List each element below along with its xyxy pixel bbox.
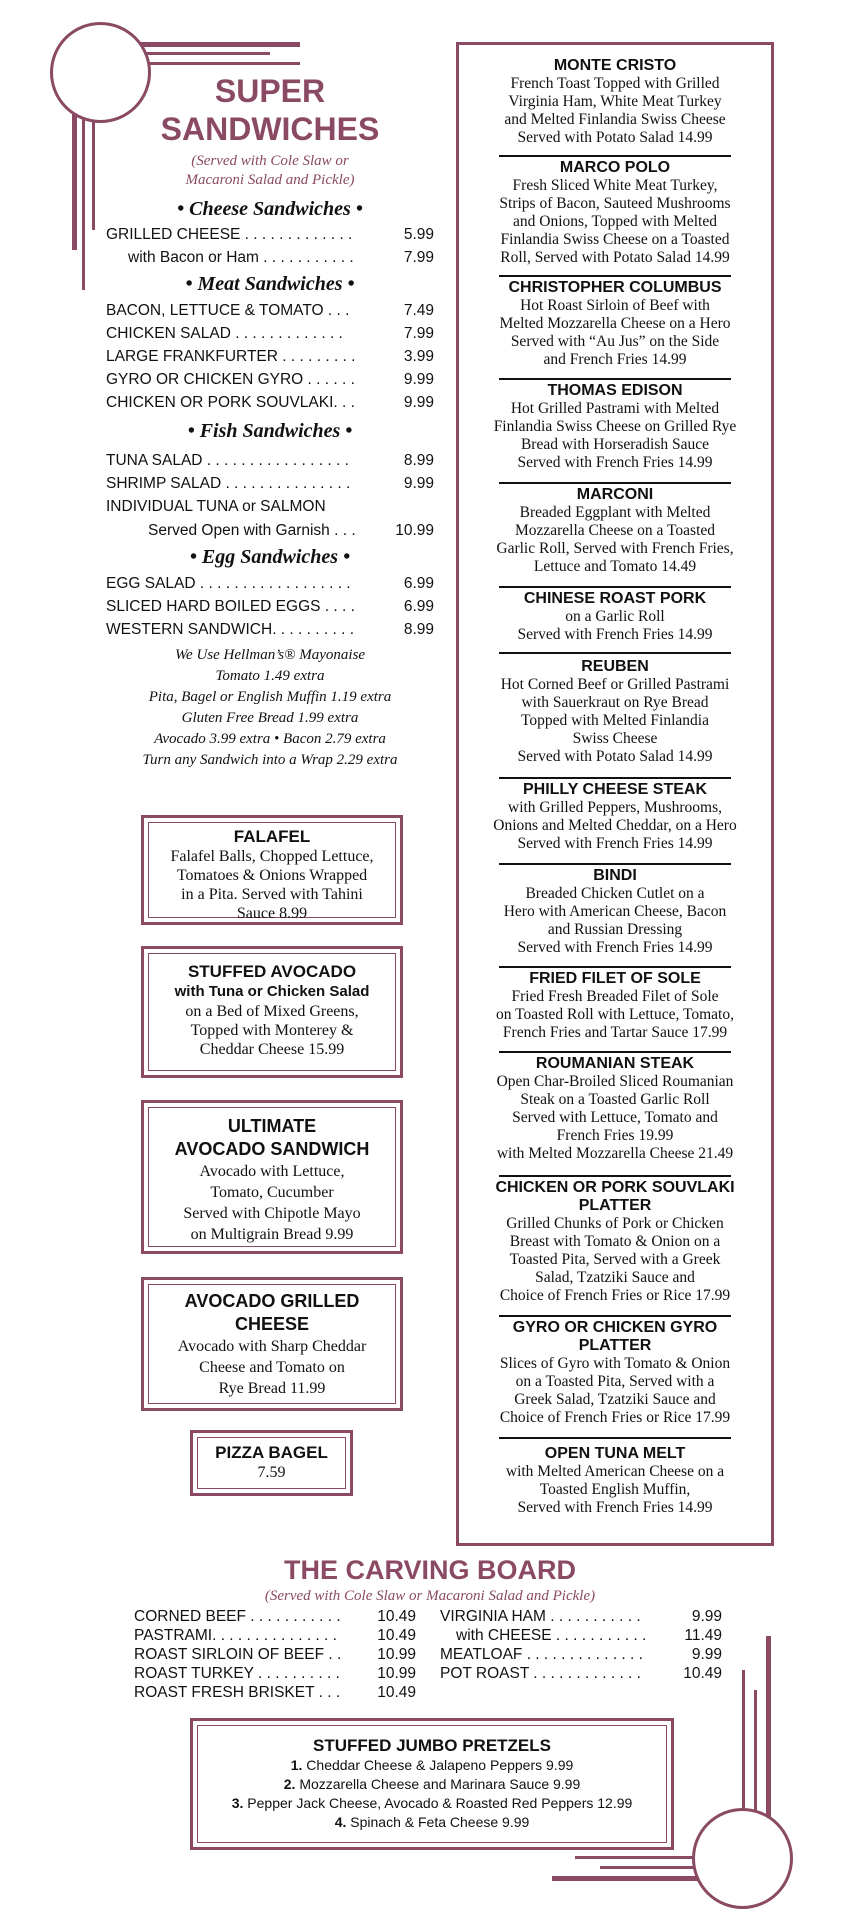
carving-item — [134, 1608, 416, 1626]
ultimate-content — [144, 1115, 400, 1245]
item-name: INDIVIDUAL TUNA or SALMON — [106, 498, 326, 515]
decorative-line — [140, 62, 300, 65]
box-subtitle: with Tuna or Chicken Salad — [174, 983, 370, 1000]
special-line: Onions and Melted Cheddar, on a Hero — [493, 817, 737, 834]
special-line: Finlandia Swiss Cheese on a Toasted — [500, 231, 730, 248]
special-line: Grilled Chunks of Pork or Chicken — [506, 1215, 724, 1232]
special-line: Hot Corned Beef or Grilled Pastrami — [500, 676, 730, 693]
item-price: 10.99 — [377, 1665, 416, 1682]
box-title: AVOCADO GRILLED — [184, 1291, 360, 1311]
special-line: Salad, Tzatziki Sauce and — [535, 1269, 695, 1286]
item-price: 10.49 — [377, 1608, 416, 1625]
title-line-2: SANDWICHES — [160, 111, 380, 147]
item-price: 7.49 — [403, 302, 434, 319]
separator — [499, 1437, 731, 1439]
special-line: French Fries 19.99 — [556, 1127, 674, 1144]
special-line: Breast with Tomato & Onion on a — [509, 1233, 721, 1250]
box-line: Sauce 8.99 — [236, 905, 308, 922]
item-price: 9.99 — [403, 371, 434, 388]
box-line: Tomatoes & Onions Wrapped — [176, 867, 368, 884]
special-line: Hero with American Cheese, Bacon — [503, 903, 727, 920]
box-line: on a Bed of Mixed Greens, — [185, 1003, 359, 1020]
extra-line: Avocado 3.99 extra • Bacon 2.79 extra — [154, 731, 386, 747]
pretzel-num: 1. — [290, 1757, 303, 1773]
separator — [499, 1051, 731, 1053]
item-name: with CHEESE . . . . . . . . . . . — [456, 1627, 647, 1644]
carving-item — [134, 1627, 416, 1645]
special-line: and Russian Dressing — [547, 921, 683, 938]
separator — [499, 275, 731, 277]
box-title: ULTIMATE — [227, 1116, 317, 1136]
decorative-line — [575, 1856, 710, 1859]
carving-item — [440, 1608, 722, 1626]
avocado-grilled-content — [144, 1290, 400, 1399]
served-line: (Served with Cole Slaw or — [191, 153, 349, 169]
special-title: BINDI — [593, 867, 637, 884]
menu-item — [106, 348, 434, 366]
carving-item — [134, 1665, 416, 1683]
extra-line: We Use Hellman’s® Mayonaise — [174, 647, 366, 663]
special-line: Topped with Melted Finlandia — [521, 712, 709, 729]
item-name: POT ROAST . . . . . . . . . . . . . — [440, 1665, 641, 1682]
menu-item — [106, 498, 434, 516]
special-line: Served with French Fries 14.99 — [517, 835, 713, 852]
separator — [499, 777, 731, 779]
item-price: 8.99 — [403, 621, 434, 638]
box-line: Served with Chipotle Mayo — [183, 1205, 361, 1222]
section-heading-egg: • Egg Sandwiches • — [189, 546, 351, 568]
page-title — [130, 72, 410, 148]
item-price: 7.99 — [403, 325, 434, 342]
decorative-line — [552, 1876, 712, 1881]
special-title: REUBEN — [581, 658, 649, 675]
item-name: ROAST SIRLOIN OF BEEF . . — [134, 1646, 342, 1663]
carving-board-title: THE CARVING BOARD — [283, 1555, 577, 1585]
special-line: with Melted American Cheese on a — [505, 1463, 725, 1480]
item-price: 10.99 — [377, 1646, 416, 1663]
menu-item — [106, 575, 434, 593]
item-name: WESTERN SANDWICH. . . . . . . . . . — [106, 621, 355, 638]
item-price: 6.99 — [403, 575, 434, 592]
box-title: CHEESE — [234, 1314, 310, 1334]
stuffed-avocado-content — [144, 961, 400, 1059]
item-name: SHRIMP SALAD . . . . . . . . . . . . . . . — [106, 475, 351, 492]
extra-line: Tomato 1.49 extra — [215, 668, 325, 684]
item-price: 3.99 — [403, 348, 434, 365]
special-line: Melted Mozzarella Cheese on a Hero — [499, 315, 731, 332]
menu-item — [106, 325, 434, 343]
special-line: on Toasted Roll with Lettuce, Tomato, — [496, 1006, 734, 1023]
special-line: Served with Potato Salad 14.99 — [517, 129, 713, 146]
stuffed-pretzels-box — [190, 1718, 674, 1850]
pretzels-content — [193, 1735, 671, 1832]
section-heading-cheese: • Cheese Sandwiches • — [177, 198, 363, 220]
special-title: THOMAS EDISON — [547, 382, 683, 399]
pretzel-item — [193, 1775, 671, 1794]
extra-line: Gluten Free Bread 1.99 extra — [181, 710, 359, 726]
box-line: Cheese and Tomato on — [199, 1359, 345, 1376]
special-line: Toasted English Muffin, — [539, 1481, 691, 1498]
special-item — [459, 1445, 771, 1517]
special-line: Bread with Horseradish Sauce — [520, 436, 710, 453]
special-item — [459, 1055, 771, 1163]
special-line: Served with French Fries 14.99 — [517, 454, 713, 471]
special-title: ROUMANIAN STEAK — [535, 1055, 695, 1072]
special-line: Choice of French Fries or Rice 17.99 — [499, 1287, 731, 1304]
special-line: Breaded Eggplant with Melted — [519, 504, 711, 521]
box-line: Falafel Balls, Chopped Lettuce, — [170, 848, 374, 865]
special-item — [459, 57, 771, 147]
special-title: OPEN TUNA MELT — [544, 1445, 686, 1462]
separator — [499, 586, 731, 588]
item-name: ROAST FRESH BRISKET . . . — [134, 1684, 341, 1701]
pretzel-num: 3. — [231, 1795, 244, 1811]
special-item — [459, 382, 771, 472]
stuffed-avocado-box — [141, 946, 403, 1078]
separator — [499, 863, 731, 865]
special-title: CHICKEN OR PORK SOUVLAKI — [495, 1179, 735, 1196]
special-title: PLATTER — [578, 1197, 652, 1214]
special-item — [459, 1319, 771, 1427]
special-line: and French Fries 14.99 — [543, 351, 687, 368]
pretzel-text: Mozzarella Cheese and Marinara Sauce 9.99 — [299, 1776, 581, 1792]
special-title: FRIED FILET OF SOLE — [529, 970, 701, 987]
item-price: 10.49 — [377, 1684, 416, 1701]
served-note — [130, 152, 410, 190]
special-item — [459, 970, 771, 1042]
ultimate-avocado-box — [141, 1100, 403, 1254]
special-line: Served with French Fries 14.99 — [517, 626, 713, 643]
item-name: CHICKEN OR PORK SOUVLAKI. . . — [106, 394, 355, 411]
item-price: 9.99 — [403, 475, 434, 492]
item-name: CORNED BEEF . . . . . . . . . . . — [134, 1608, 341, 1625]
special-line: Virginia Ham, White Meat Turkey — [508, 93, 722, 110]
special-title: PLATTER — [578, 1337, 652, 1354]
special-line: Lettuce and Tomato 14.49 — [533, 558, 697, 575]
item-name: GRILLED CHEESE . . . . . . . . . . . . . — [106, 226, 353, 243]
item-price: 10.49 — [377, 1627, 416, 1644]
specials-panel — [456, 42, 774, 1546]
box-title: STUFFED AVOCADO — [187, 962, 357, 981]
special-item — [459, 590, 771, 644]
item-name: EGG SALAD . . . . . . . . . . . . . . . . . . — [106, 575, 351, 592]
menu-item — [106, 621, 434, 639]
item-name: Served Open with Garnish . . . — [148, 522, 356, 539]
special-item — [459, 279, 771, 369]
special-item — [459, 867, 771, 957]
served-line: Macaroni Salad and Pickle) — [185, 172, 355, 188]
box-line: Cheddar Cheese 15.99 — [199, 1041, 345, 1058]
item-price: 8.99 — [403, 452, 434, 469]
item-name: BACON, LETTUCE & TOMATO . . . — [106, 302, 350, 319]
special-line: Served with Potato Salad 14.99 — [517, 748, 713, 765]
decorative-line — [140, 42, 300, 47]
special-title: GYRO OR CHICKEN GYRO — [512, 1319, 718, 1336]
section-heading-meat: • Meat Sandwiches • — [185, 273, 355, 295]
special-line: Swiss Cheese — [572, 730, 658, 747]
special-title: MONTE CRISTO — [553, 57, 677, 74]
extras-notes — [100, 645, 440, 771]
falafel-box — [141, 815, 403, 925]
carving-item — [440, 1646, 722, 1664]
box-line: Topped with Monterey & — [190, 1022, 354, 1039]
menu-item — [128, 249, 434, 267]
special-line: Garlic Roll, Served with French Fries, — [496, 540, 734, 557]
pretzel-num: 4. — [334, 1814, 347, 1830]
extra-line: Turn any Sandwich into a Wrap 2.29 extra — [142, 752, 398, 768]
special-line: Toasted Pita, Served with a Greek — [509, 1251, 721, 1268]
box-line: Rye Bread 11.99 — [218, 1380, 326, 1397]
menu-item — [106, 302, 434, 320]
decorative-line — [140, 52, 270, 55]
pretzel-item — [193, 1813, 671, 1832]
item-price: 7.99 — [403, 249, 434, 266]
special-line: and Onions, Topped with Melted — [513, 213, 717, 230]
decorative-line — [742, 1670, 745, 1830]
menu-item — [106, 452, 434, 470]
special-line: Fried Fresh Breaded Filet of Sole — [511, 988, 719, 1005]
item-price: 10.99 — [395, 522, 434, 539]
box-title: PIZZA BAGEL — [215, 1443, 328, 1462]
special-line: Served with French Fries 14.99 — [517, 939, 713, 956]
special-line: Slices of Gyro with Tomato & Onion — [499, 1355, 731, 1372]
special-line: and Melted Finlandia Swiss Cheese — [504, 111, 726, 128]
special-line: Roll, Served with Potato Salad 14.99 — [500, 249, 730, 266]
special-line: with Melted Mozzarella Cheese 21.49 — [496, 1145, 734, 1162]
special-line: Mozzarella Cheese on a Toasted — [514, 522, 716, 539]
falafel-content — [144, 826, 400, 923]
special-line: on a Garlic Roll — [565, 608, 665, 625]
pretzel-item — [193, 1756, 671, 1775]
title-line-1: SUPER — [214, 73, 326, 109]
item-price: 11.49 — [684, 1627, 722, 1644]
special-line: Served with French Fries 14.99 — [517, 1499, 713, 1516]
box-title: FALAFEL — [233, 827, 311, 846]
special-item — [459, 658, 771, 766]
menu-item — [106, 475, 434, 493]
special-line: Hot Grilled Pastrami with Melted — [510, 400, 720, 417]
special-line: Finlandia Swiss Cheese on Grilled Rye — [493, 418, 737, 435]
special-line: Hot Roast Sirloin of Beef with — [520, 297, 710, 314]
special-line: Served with Lettuce, Tomato and — [512, 1109, 718, 1126]
separator — [499, 1175, 731, 1177]
special-line: Choice of French Fries or Rice 17.99 — [499, 1409, 731, 1426]
decorative-circle — [692, 1808, 793, 1909]
box-line: Tomato, Cucumber — [210, 1184, 334, 1201]
item-name: PASTRAMI. . . . . . . . . . . . . . . — [134, 1627, 337, 1644]
carving-served-note: (Served with Cole Slaw or Macaroni Salad and Pickle) — [264, 1588, 596, 1604]
pretzel-num: 2. — [283, 1776, 296, 1792]
box-price: 7.59 — [257, 1464, 286, 1481]
item-name: VIRGINIA HAM . . . . . . . . . . . — [440, 1608, 641, 1625]
special-item — [459, 1179, 771, 1305]
special-title: MARCO POLO — [559, 159, 671, 176]
item-name: SLICED HARD BOILED EGGS . . . . — [106, 598, 355, 615]
special-line: on a Toasted Pita, Served with a — [515, 1373, 715, 1390]
item-name: MEATLOAF . . . . . . . . . . . . . . — [440, 1646, 643, 1663]
item-price: 9.99 — [691, 1646, 722, 1663]
item-price: 6.99 — [403, 598, 434, 615]
carving-item — [134, 1646, 416, 1664]
extra-line: Pita, Bagel or English Muffin 1.19 extra — [148, 689, 392, 705]
item-price: 10.49 — [683, 1665, 722, 1682]
item-name: GYRO OR CHICKEN GYRO . . . . . . — [106, 371, 355, 388]
special-title: PHILLY CHEESE STEAK — [522, 781, 708, 798]
pizza-bagel-content — [193, 1442, 350, 1482]
box-line: Avocado with Lettuce, — [199, 1163, 345, 1180]
menu-item — [106, 394, 434, 412]
box-title: AVOCADO SANDWICH — [174, 1139, 370, 1159]
item-name: ROAST TURKEY . . . . . . . . . . — [134, 1665, 340, 1682]
special-line: Open Char-Broiled Sliced Roumanian — [496, 1073, 734, 1090]
pretzel-text: Spinach & Feta Cheese 9.99 — [350, 1814, 530, 1830]
box-line: on Multigrain Bread 9.99 — [190, 1226, 354, 1243]
separator — [499, 482, 731, 484]
special-title: MARCONI — [576, 486, 654, 503]
box-line: in a Pita. Served with Tahini — [181, 886, 363, 903]
carving-item — [456, 1627, 722, 1645]
special-line: with Grilled Peppers, Mushrooms, — [508, 799, 722, 816]
pretzel-text: Cheddar Cheese & Jalapeno Peppers 9.99 — [306, 1757, 574, 1773]
avocado-grilled-cheese-box — [141, 1277, 403, 1411]
special-line: French Toast Topped with Grilled — [510, 75, 720, 92]
separator — [499, 652, 731, 654]
menu-item — [106, 371, 434, 389]
pretzel-text: Pepper Jack Cheese, Avocado & Roasted Red Peppers 12.99 — [247, 1795, 633, 1811]
special-line: French Fries and Tartar Sauce 17.99 — [502, 1024, 728, 1041]
section-heading-fish: • Fish Sandwiches • — [187, 420, 353, 442]
item-name: with Bacon or Ham . . . . . . . . . . . — [128, 249, 354, 266]
item-name: LARGE FRANKFURTER . . . . . . . . . — [106, 348, 356, 365]
item-name: TUNA SALAD . . . . . . . . . . . . . . . . . — [106, 452, 349, 469]
special-title: CHRISTOPHER COLUMBUS — [508, 279, 722, 296]
special-line: with Sauerkraut on Rye Bread — [521, 694, 709, 711]
menu-item — [106, 226, 434, 244]
special-line: Strips of Bacon, Sauteed Mushrooms — [499, 195, 731, 212]
separator — [499, 378, 731, 380]
separator — [499, 966, 731, 968]
item-price: 9.99 — [403, 394, 434, 411]
separator — [499, 1315, 731, 1317]
box-title: STUFFED JUMBO PRETZELS — [312, 1736, 551, 1755]
special-line: Fresh Sliced White Meat Turkey, — [512, 177, 718, 194]
special-item — [459, 486, 771, 576]
special-title: CHINESE ROAST PORK — [523, 590, 707, 607]
box-line: Avocado with Sharp Cheddar — [177, 1338, 367, 1355]
special-item — [459, 159, 771, 267]
item-name: CHICKEN SALAD . . . . . . . . . . . . . — [106, 325, 343, 342]
special-line: Greek Salad, Tzatziki Sauce and — [514, 1391, 716, 1408]
special-line: Breaded Chicken Cutlet on a — [525, 885, 705, 902]
special-item — [459, 781, 771, 853]
menu-item — [106, 598, 434, 616]
item-price: 9.99 — [691, 1608, 722, 1625]
special-line: Served with “Au Jus” on the Side — [510, 333, 720, 350]
carving-item — [440, 1665, 722, 1683]
menu-item — [148, 522, 434, 540]
pretzel-item — [193, 1794, 671, 1813]
carving-item — [134, 1684, 416, 1702]
pizza-bagel-box — [190, 1430, 353, 1496]
separator — [499, 155, 731, 157]
item-price: 5.99 — [403, 226, 434, 243]
special-line: Steak on a Toasted Garlic Roll — [520, 1091, 710, 1108]
